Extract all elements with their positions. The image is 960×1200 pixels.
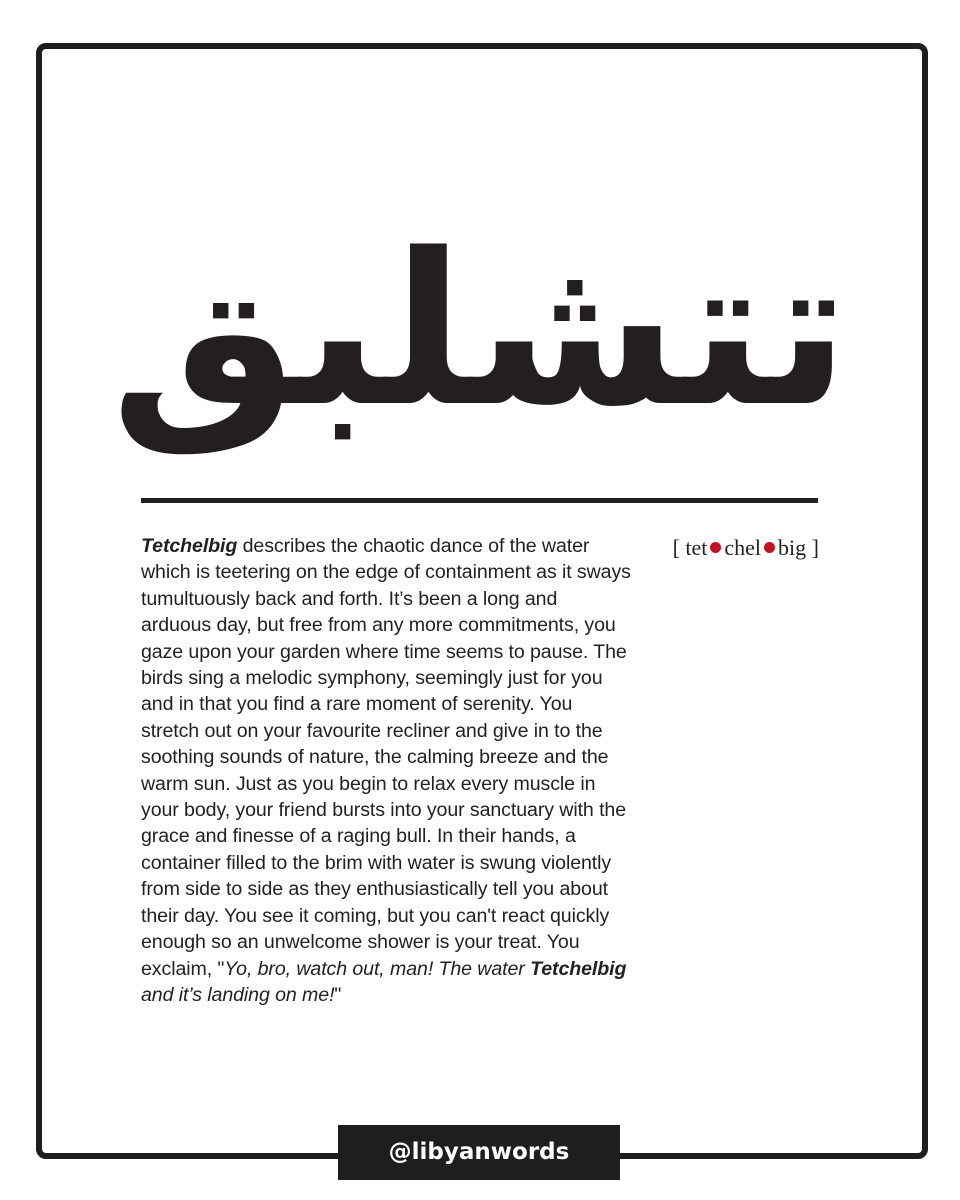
social-handle-badge: @libyanwords [338, 1125, 620, 1180]
quote-end: and it’s landing on me! [141, 983, 335, 1006]
syllable-separator-dot [764, 542, 775, 553]
divider-rule [141, 498, 818, 503]
definition-paragraph [141, 533, 631, 1008]
arabic-word-title: تتشلبق [110, 208, 850, 453]
pronunciation-open-bracket: [ [672, 535, 680, 560]
quote-start: Yo, bro, watch out, man! The water [224, 957, 531, 980]
quote-term: Tetchelbig [530, 957, 627, 980]
definition-body: describes the chaotic dance of the water which is teetering on the edge of containment as it sways tumultuously back and forth. It’s been a long and arduous day, but free from any more commitments, you gaze upon your garden where time seems to pause. The birds sing a melodic symphony, seemingly just for you and in that you find a rare moment of serenity. You stretch out on your favourite recliner and give in to the soothing sounds of nature, the calming breeze and the warm sun. Just as you begin to relax every muscle in your body, your friend bursts into your sanctuary with the grace and finesse of a raging bull. In their hands, a container filled to the brim with water is swung violently from side to side as they enthusiastically tell you about their day. You see it coming, but you can't react quickly enough so an unwelcome shower is your treat. You exclaim, " [141, 535, 631, 980]
pronunciation-close-bracket: ] [811, 535, 819, 560]
quote-closing-mark: " [334, 983, 342, 1006]
definition-term: Tetchelbig [141, 535, 238, 557]
syllable-3: big [778, 535, 807, 560]
syllable-2: chel [724, 535, 762, 560]
syllable-separator-dot [710, 542, 721, 553]
pronunciation-guide [673, 535, 819, 561]
syllable-1: tet [685, 535, 708, 560]
